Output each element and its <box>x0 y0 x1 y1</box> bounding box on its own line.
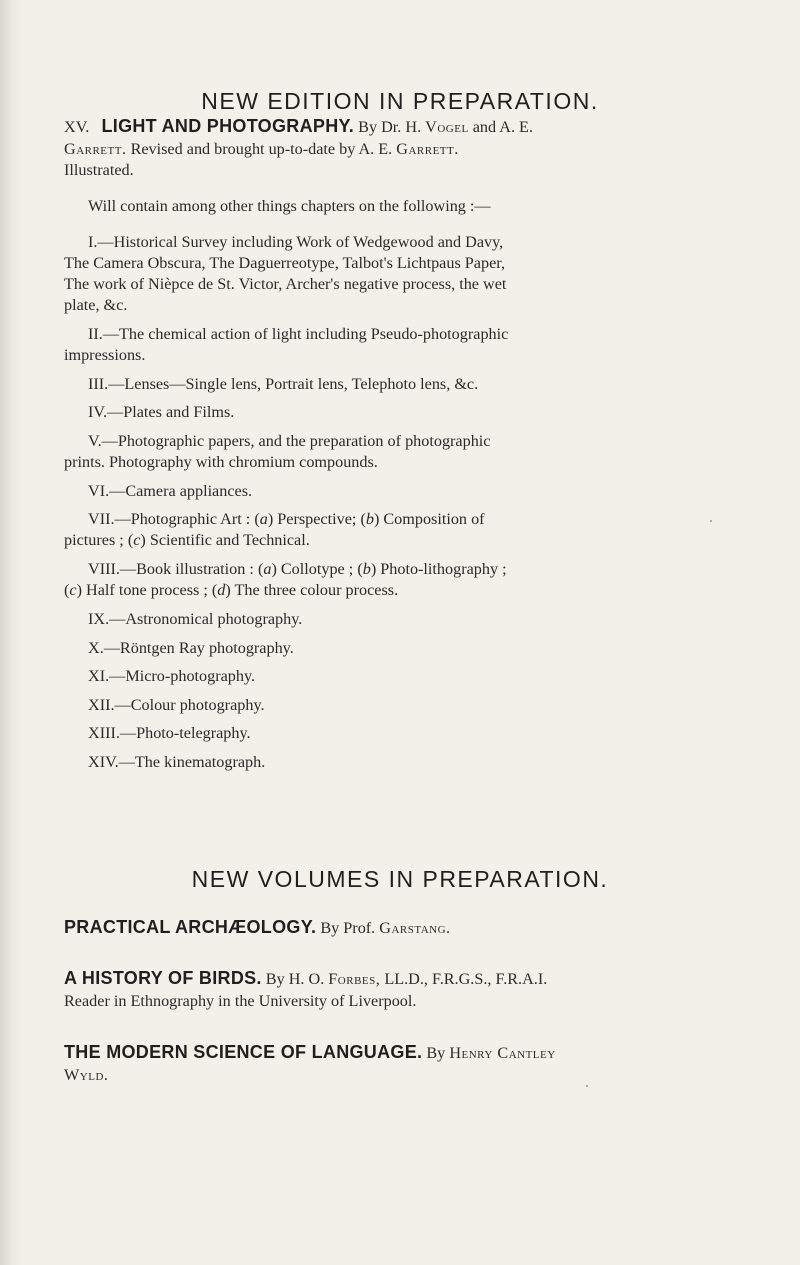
chapter-7-line-2 <box>64 530 310 550</box>
volume-1-by: By Prof. <box>320 919 376 937</box>
chapter-13: XIII.—Photo-telegraphy. <box>88 724 251 742</box>
chapter-8-text-b: ) Collotype ; ( <box>271 560 363 578</box>
chapter-4: IV.—Plates and Films. <box>88 403 235 421</box>
chapter-10: X.—Röntgen Ray photography. <box>88 639 294 657</box>
book-author-2: Garrett. <box>64 140 127 158</box>
volume-3-line-1 <box>64 1042 556 1063</box>
volume-2-line-1 <box>64 968 547 989</box>
book-entry-line-2 <box>64 139 459 159</box>
chapter-8-letter-d: d <box>217 581 226 599</box>
book-author-1: Vogel <box>425 118 469 136</box>
chapter-1-line-4: plate, &c. <box>64 296 128 314</box>
book-revised: Revised and brought up-to-date by A. E. <box>130 140 393 158</box>
heading-new-volumes: NEW VOLUMES IN PREPARATION. <box>191 866 609 892</box>
chapter-8-l2-text-b: ) Half tone process ; ( <box>76 581 218 599</box>
chapter-2-line-2: impressions. <box>64 346 146 364</box>
chapter-7-letter-b: b <box>365 510 374 528</box>
chapter-1-line-3: The work of Nièpce de St. Victor, Archer's negative process, the wet <box>64 275 507 293</box>
volume-1 <box>64 917 451 938</box>
volume-2-degrees: LL.D., F.R.G.S., F.R.A.I. <box>384 970 548 988</box>
paper-speck <box>586 1085 588 1087</box>
chapter-8-letter-b: b <box>362 560 371 578</box>
chapter-1-line-1: I.—Historical Survey including Work of Wedgewood and Davy, <box>88 233 504 251</box>
book-reviser: Garrett. <box>396 140 459 158</box>
chapter-7-l2-text-b: ) Scientific and Technical. <box>140 531 310 549</box>
chapter-8-letter-a: a <box>263 560 272 578</box>
chapter-3: III.—Lenses—Single lens, Portrait lens, Telephoto lens, &c. <box>88 375 479 393</box>
chapter-6: VI.—Camera appliances. <box>88 482 253 500</box>
book-illustrated: Illustrated. <box>64 161 134 179</box>
chapter-1-line-2: The Camera Obscura, The Daguerreotype, Talbot's Lichtpaus Paper, <box>64 254 506 272</box>
chapter-8-l2-text-c: ) The three colour process. <box>225 581 399 599</box>
volume-1-author: Garstang. <box>379 919 451 937</box>
book-and: and A. E. <box>472 118 533 136</box>
chapter-7-letter-c: c <box>133 531 141 549</box>
chapter-11: XI.—Micro-photography. <box>88 667 256 685</box>
book-by: By Dr. H. <box>358 118 422 136</box>
chapter-7-text-c: ) Composition of <box>373 510 485 528</box>
chapter-7-text-a: VII.—Photographic Art : ( <box>88 510 260 528</box>
chapter-7-text-b: ) Perspective; ( <box>267 510 366 528</box>
chapter-5-line-1: V.—Photographic papers, and the preparation of photographic <box>88 432 491 450</box>
volume-2-by: By H. O. <box>265 970 325 988</box>
volume-2-author: Forbes, <box>328 970 381 988</box>
chapter-2-line-1: II.—The chemical action of light including Pseudo-photographic <box>88 325 509 343</box>
paper-speck <box>710 520 712 522</box>
volume-3-author: Henry Cantley <box>449 1044 556 1062</box>
volume-2-role: Reader in Ethnography in the University of Liverpool. <box>64 992 417 1010</box>
chapter-8-line-2 <box>64 580 398 600</box>
heading-new-edition: NEW EDITION IN PREPARATION. <box>201 88 599 114</box>
chapter-7-letter-a: a <box>259 510 268 528</box>
chapter-14: XIV.—The kinematograph. <box>88 753 266 771</box>
book-entry-line-1 <box>64 116 533 137</box>
chapter-12: XII.—Colour photography. <box>88 696 265 714</box>
chapter-7-line-1 <box>88 509 485 529</box>
volume-2-title: A HISTORY OF BIRDS. <box>64 968 262 988</box>
volume-3-by: By <box>426 1044 446 1062</box>
volume-1-title: PRACTICAL ARCHÆOLOGY. <box>64 917 317 937</box>
chapter-5-line-2: prints. Photography with chromium compounds. <box>64 453 378 471</box>
chapter-8-text-c: ) Photo-lithography ; <box>370 560 507 578</box>
book-number: XV. <box>64 118 90 136</box>
page-edge-shadow <box>0 0 22 1265</box>
chapter-8-line-1 <box>88 559 507 579</box>
chapter-8-text-a: VIII.—Book illustration : ( <box>88 560 264 578</box>
chapter-8-letter-c: c <box>69 581 77 599</box>
chapters-intro: Will contain among other things chapters on the following :— <box>88 197 491 215</box>
chapter-8-l2-text-a: ( <box>64 581 70 599</box>
book-title: LIGHT AND PHOTOGRAPHY. <box>101 116 355 136</box>
volume-3-title: THE MODERN SCIENCE OF LANGUAGE. <box>64 1042 423 1062</box>
chapter-7-l2-text-a: pictures ; ( <box>64 531 134 549</box>
volume-3-author-line-2: Wyld. <box>64 1066 109 1084</box>
chapter-9: IX.—Astronomical photography. <box>88 610 303 628</box>
